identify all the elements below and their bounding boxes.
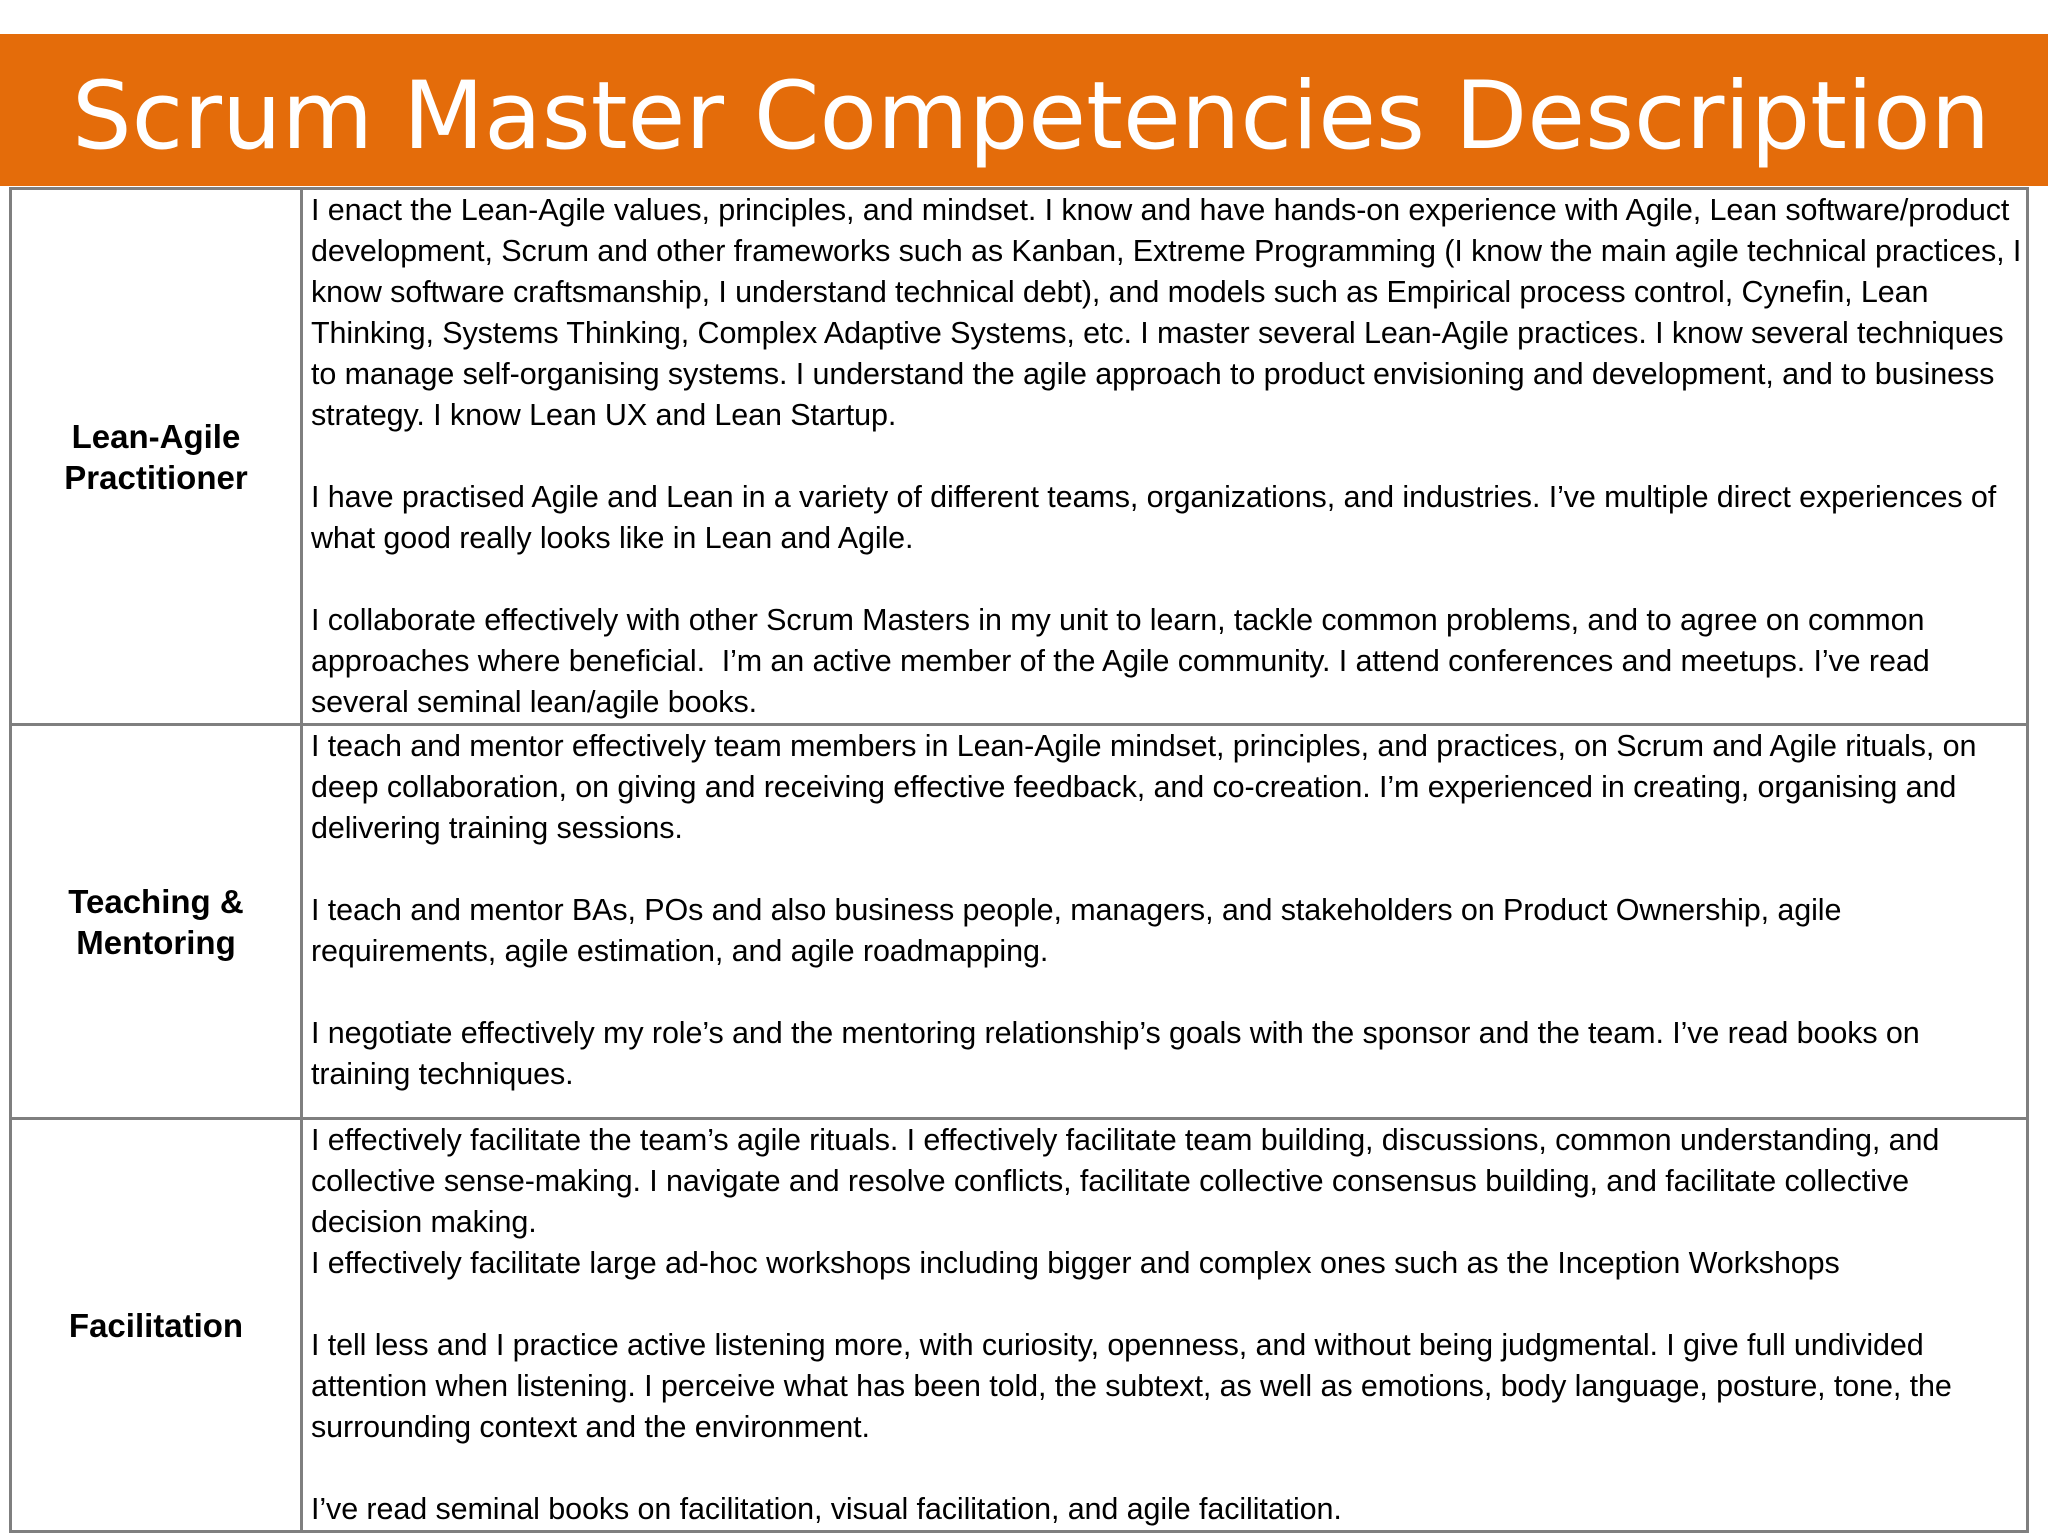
- competency-label-cell: [11, 1119, 302, 1532]
- competency-description-cell: [302, 189, 2028, 725]
- competency-name: Teaching & Mentoring: [68, 882, 244, 961]
- page-title: Scrum Master Competencies Description: [72, 62, 1991, 171]
- competencies-table: [9, 187, 2029, 1533]
- competency-name: Facilitation: [68, 1306, 244, 1344]
- competency-description: I effectively facilitate the team’s agile rituals. I effectively facilitate team building, discussions, common understanding, and collective sense-making. I navigate and resolve conflicts, facilitate collective consensus building, and facilitate collective decision making. I effectively facilitate large ad-hoc workshops including bigger and complex ones such as the Inception Workshops I tell less and I practice active listening more, with curiosity, openness, and without being judgmental. I give full undivided attention when listening. I perceive what has been told, the subtext, as well as emotions, body language, posture, tone, the surrounding context and the environment. I’ve read seminal books on facilitation, visual facilitation, and agile facilitation.: [311, 1123, 1952, 1526]
- competency-name: Lean-Agile Practitioner: [64, 417, 248, 496]
- competency-label-cell: [11, 189, 302, 725]
- competency-description-cell: [302, 1119, 2028, 1532]
- competency-label-cell: [11, 725, 302, 1119]
- table-row: [11, 725, 2028, 1119]
- table-row: [11, 1119, 2028, 1532]
- competency-description: I enact the Lean-Agile values, principles, and mindset. I know and have hands-on experience with Agile, Lean software/product development, Scrum and other frameworks such as Kanban, Extreme Programming (I know the main agile technical practices, I know software craftsmanship, I understand technical debt), and models such as Empirical process control, Cynefin, Lean Thinking, Systems Thinking, Complex Adaptive Systems, etc. I master several Lean-Agile practices. I know several techniques to manage self-organising systems. I understand the agile approach to product envisioning and development, and to business strategy. I know Lean UX and Lean Startup. I have practised Agile and Lean in a variety of different teams, organizations, and industries. I’ve multiple direct experiences of what good really looks like in Lean and Agile. I collaborate effectively with other Scrum Masters in my unit to learn, tackle common problems, and to agree on common approaches where beneficial. I’m an active member of the Agile community. I attend conferences and meetups. I’ve read several seminal lean/agile books.: [311, 193, 2022, 719]
- table-row: [11, 189, 2028, 725]
- competency-description-cell: [302, 725, 2028, 1119]
- competency-description: I teach and mentor effectively team members in Lean-Agile mindset, principles, and practices, on Scrum and Agile rituals, on deep collaboration, on giving and receiving effective feedback, and co-creation. I’m experienced in creating, organising and delivering training sessions. I teach and mentor BAs, POs and also business people, managers, and stakeholders on Product Ownership, agile requirements, agile estimation, and agile roadmapping. I negotiate effectively my role’s and the mentoring relationship’s goals with the sponsor and the team. I’ve read books on training techniques.: [311, 729, 1977, 1091]
